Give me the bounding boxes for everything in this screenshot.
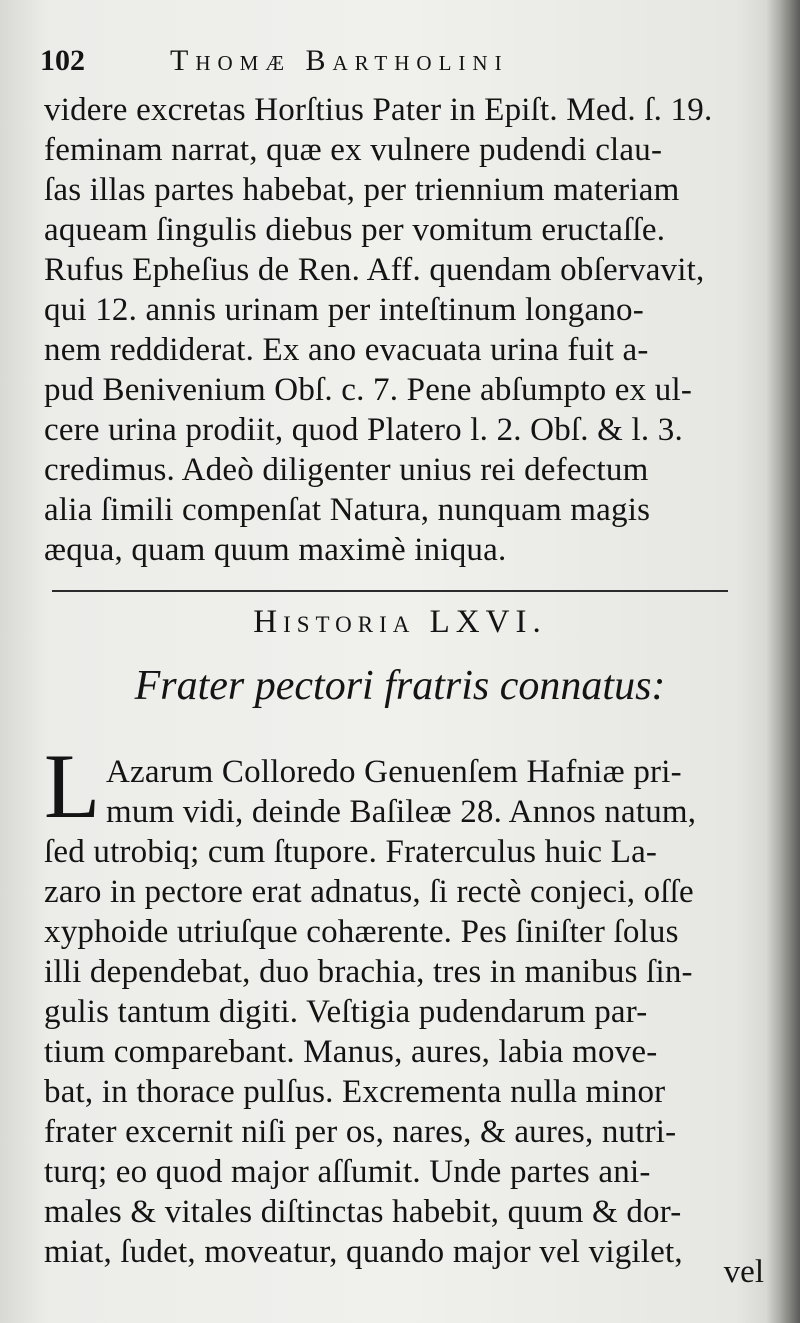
text-line: videre excretas Horſtius Pater in Epiſt. Med. ſ. 19. (44, 92, 713, 128)
text-line: qui 12. annis urinam per inteſtinum longano- (44, 292, 644, 328)
text-line: cere urina prodiit, quod Platero l. 2. Obſ. & l. 3. (44, 412, 683, 448)
text-line: credimus. Adeò diligenter unius rei defectum (44, 452, 649, 488)
text-line: alia ſimili compenſat Natura, nunquam magis (44, 492, 651, 528)
text-line: pud Benivenium Obſ. c. 7. Pene abſumpto ex ul- (44, 372, 693, 408)
text-line: tium comparebant. Manus, aures, labia move- (44, 1034, 658, 1070)
running-head: Thomæ Bartholini (170, 44, 509, 77)
text-line: turq; eo quod major aſſumit. Unde partes ani- (44, 1154, 651, 1190)
text-line: gulis tantum digiti. Veſtigia pudendarum par- (44, 994, 648, 1030)
text-line: frater excernit niſi per os, nares, & aures, nutri- (44, 1114, 677, 1150)
text-line: zaro in pectore erat adnatus, ſi rectè conjeci, oſſe (44, 874, 694, 910)
text-line: mum vidi, deinde Baſileæ 28. Annos natum, (106, 794, 697, 830)
catchword: vel (723, 1254, 764, 1290)
text-line: ſed utrobiq; cum ſtupore. Fraterculus huic La- (44, 834, 658, 870)
text-line: bat, in thorace pulſus. Excrementa nulla minor (44, 1074, 666, 1110)
text-line: Rufus Epheſius de Ren. Aff. quendam obſervavit, (44, 252, 705, 288)
text-line: Azarum Colloredo Genuenſem Hafniæ pri- (106, 754, 682, 790)
page-header (40, 44, 760, 84)
text-line: æqua, quam quum maximè iniqua. (44, 532, 507, 568)
text-line: nem reddiderat. Ex ano evacuata urina fuit a- (44, 332, 649, 368)
text-line: ſas illas partes habebat, per triennium materiam (44, 172, 680, 208)
history-subtitle: Frater pectori fratris connatus: (134, 663, 666, 709)
history-heading: Historia LXVI. (253, 604, 547, 640)
text-line: feminam narrat, quæ ex vulnere pudendi clau- (44, 132, 663, 168)
text-line: miat, ſudet, moveatur, quando major vel vigilet, (44, 1234, 683, 1270)
text-line: aqueam ſingulis diebus per vomitum eructaſſe. (44, 212, 666, 248)
text-line: males & vitales diſtinctas habebit, quum & dor- (44, 1194, 682, 1230)
drop-cap: L (44, 735, 101, 837)
page-number: 102 (40, 44, 85, 77)
text-line: xyphoide utriuſque cohærente. Pes ſiniſter ſolus (44, 914, 679, 950)
text-line: illi dependebat, duo brachia, tres in manibus ſin- (44, 954, 693, 990)
section-divider (52, 590, 728, 592)
